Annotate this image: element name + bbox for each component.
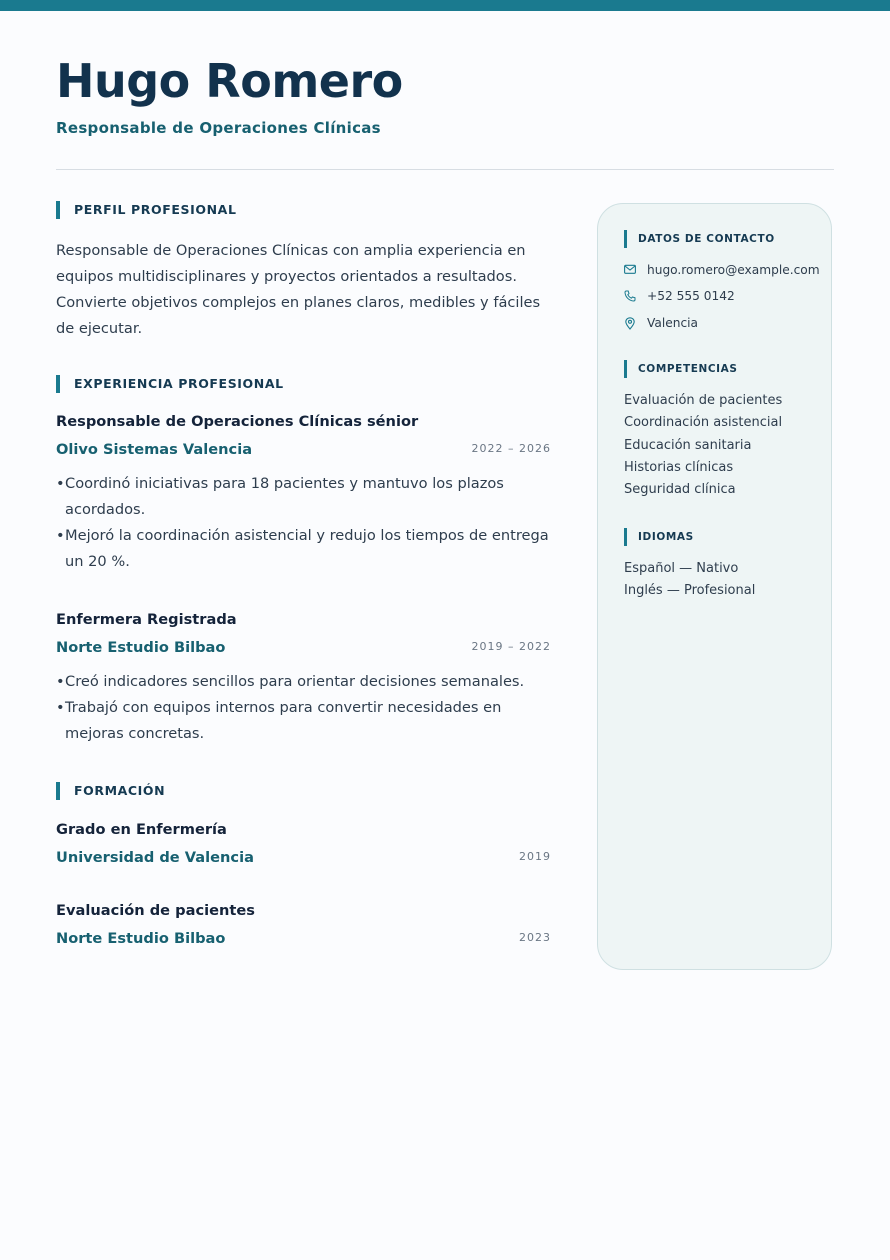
candidate-name: Hugo Romero bbox=[56, 54, 403, 108]
skill-item: Coordinación asistencial bbox=[624, 415, 783, 431]
contact-phone[interactable]: +52 555 0142 bbox=[647, 289, 735, 303]
job-title: Enfermera Registrada bbox=[56, 611, 237, 628]
section-title-languages: IDIOMAS bbox=[624, 528, 694, 546]
education-entry bbox=[56, 820, 551, 869]
phone-icon bbox=[624, 290, 636, 302]
main-column bbox=[56, 200, 551, 950]
skill-item: Evaluación de pacientes bbox=[624, 393, 783, 408]
section-title-profile: PERFIL PROFESIONAL bbox=[56, 200, 551, 220]
contact-email[interactable]: hugo.romero@example.com bbox=[647, 263, 820, 277]
skill-item: Seguridad clínica bbox=[624, 482, 736, 498]
job-entry bbox=[56, 412, 551, 575]
education-institution: Norte Estudio Bilbao bbox=[56, 930, 226, 947]
job-organization: Olivo Sistemas Valencia bbox=[56, 441, 253, 458]
contact-location: Valencia bbox=[647, 316, 699, 330]
education-org-row bbox=[56, 928, 551, 950]
language-item: Español — Nativo bbox=[624, 561, 739, 576]
job-bullets bbox=[56, 669, 551, 747]
header-divider bbox=[56, 169, 834, 170]
job-org-row bbox=[56, 637, 551, 659]
skill-item: Historias clínicas bbox=[624, 459, 734, 475]
job-bullet: • Coordinó iniciativas para 18 pacientes y mantuvo los plazos acordados. bbox=[56, 471, 551, 523]
job-org-row bbox=[56, 439, 551, 461]
education-institution: Universidad de Valencia bbox=[56, 849, 254, 866]
education-title: Grado en Enfermería bbox=[56, 821, 227, 838]
sidebar-card bbox=[597, 203, 832, 970]
education-org-row bbox=[56, 847, 551, 869]
job-title: Responsable de Operaciones Clínicas sénior bbox=[56, 413, 419, 430]
job-entry bbox=[56, 610, 551, 747]
job-dates: 2022 – 2026 bbox=[471, 442, 551, 455]
languages-list bbox=[624, 558, 755, 603]
location-pin-icon bbox=[624, 317, 636, 330]
education-year: 2023 bbox=[519, 931, 551, 944]
section-title-experience: EXPERIENCIA PROFESIONAL bbox=[56, 374, 551, 394]
job-bullet: • Trabajó con equipos internos para convertir necesidades en mejoras concretas. bbox=[56, 695, 551, 747]
education-title: Evaluación de pacientes bbox=[56, 902, 255, 919]
section-title-education: FORMACIÓN bbox=[56, 781, 551, 801]
mail-icon bbox=[624, 264, 636, 275]
section-title-contact: DATOS DE CONTACTO bbox=[624, 230, 775, 248]
education-entry bbox=[56, 901, 551, 950]
job-bullet: • Creó indicadores sencillos para orientar decisiones semanales. bbox=[56, 669, 551, 695]
job-dates: 2019 – 2022 bbox=[471, 640, 551, 653]
language-item: Inglés — Profesional bbox=[624, 583, 756, 599]
profile-summary: Responsable de Operaciones Clínicas con amplia experiencia en equipos multidisciplinares y proyectos orientados a resultados. Convierte objetivos complejos en planes claros, medibles y fáciles de ejecutar. bbox=[56, 242, 541, 337]
section-title-skills: COMPETENCIAS bbox=[624, 360, 738, 378]
top-accent-bar bbox=[0, 0, 890, 11]
job-bullet: • Mejoró la coordinación asistencial y redujo los tiempos de entrega un 20 %. bbox=[56, 523, 551, 575]
education-year: 2019 bbox=[519, 850, 551, 863]
job-bullets bbox=[56, 471, 551, 575]
job-organization: Norte Estudio Bilbao bbox=[56, 639, 226, 656]
skills-list bbox=[624, 390, 782, 501]
skill-item: Educación sanitaria bbox=[624, 437, 752, 453]
candidate-role: Responsable de Operaciones Clínicas bbox=[56, 119, 381, 137]
